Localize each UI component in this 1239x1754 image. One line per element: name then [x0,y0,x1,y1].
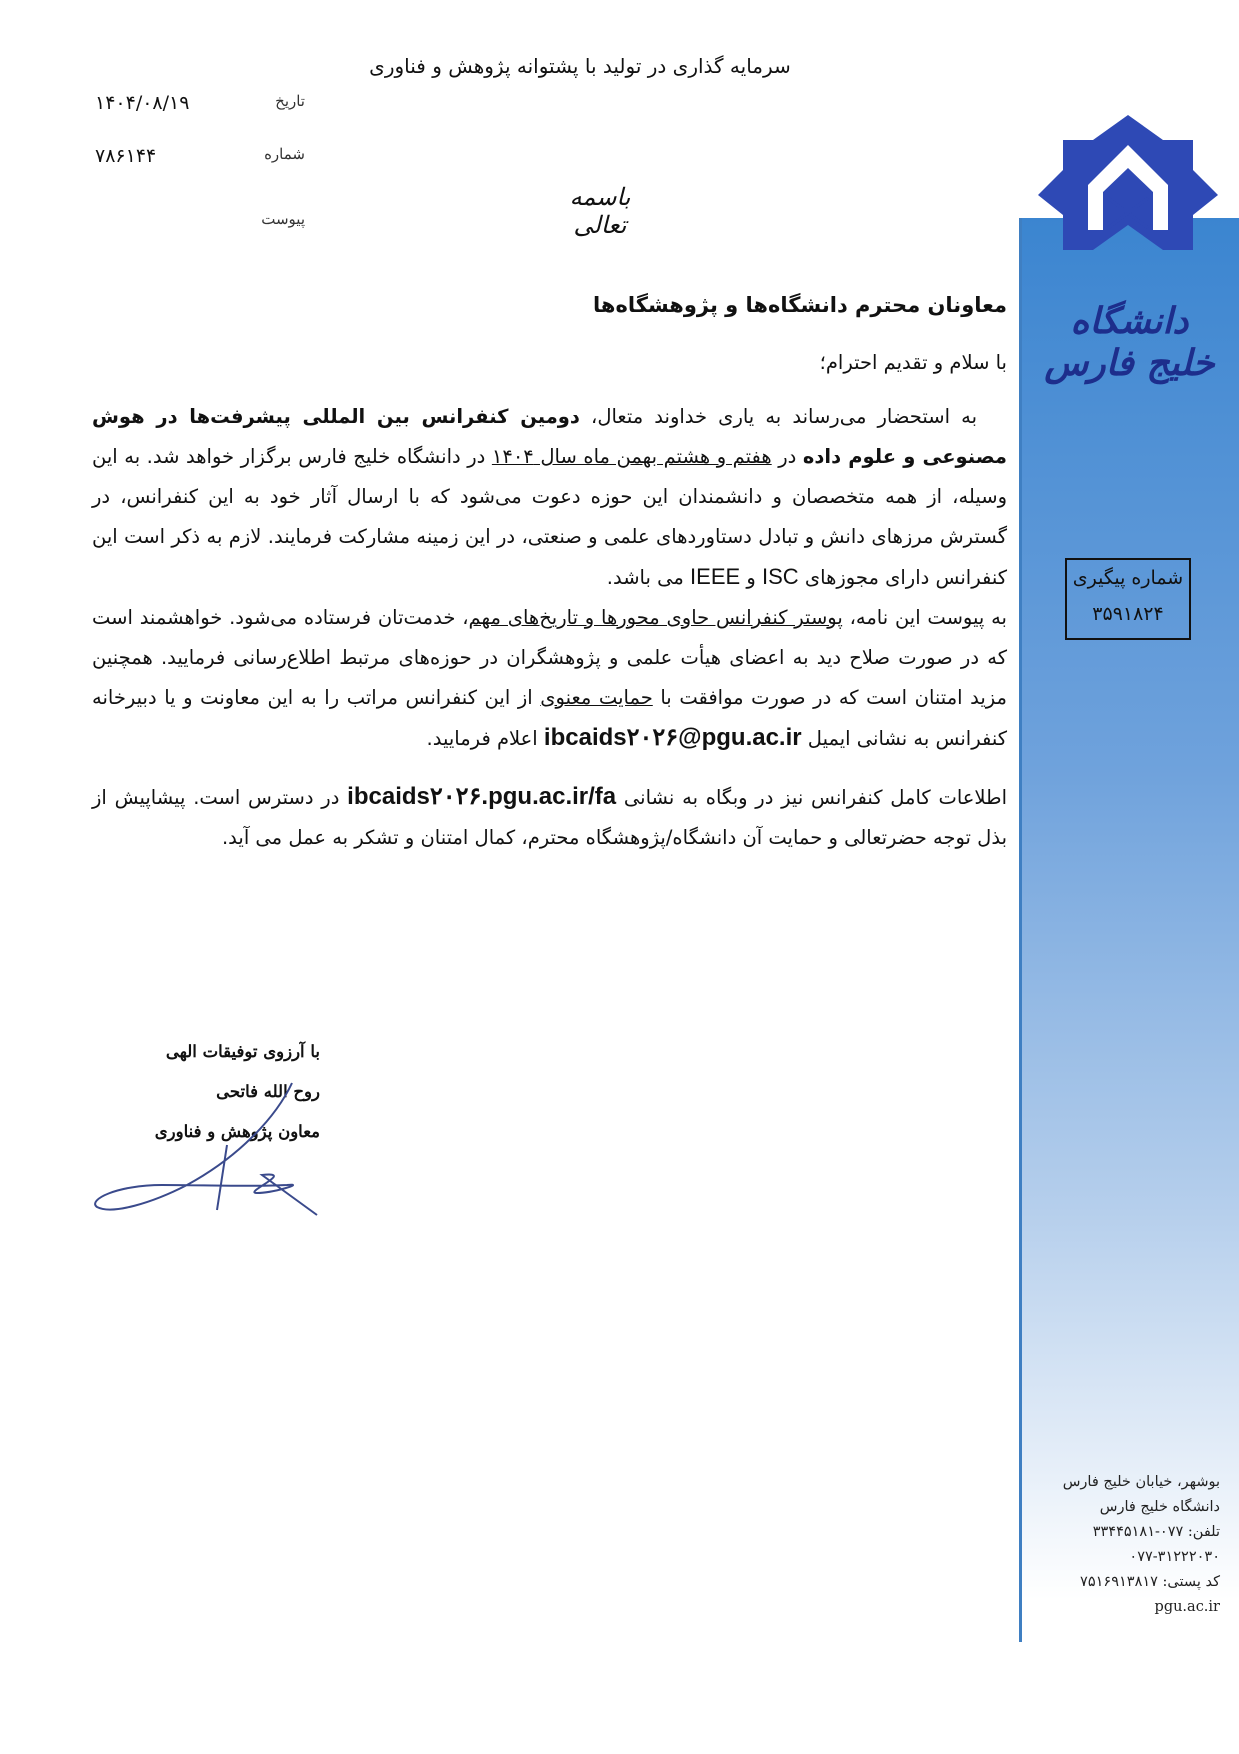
letter-greeting: با سلام و تقدیم احترام؛ [819,351,1007,374]
date-label: تاریخ [275,92,305,110]
poster-reference: پوستر کنفرانس حاوی محورها و تاریخ‌های مهم [468,606,843,629]
address-line: دانشگاه خلیج فارس [1099,1499,1220,1515]
text-run: می باشد. [606,566,691,589]
text-run: اطلاعات کامل کنفرانس نیز در وبگاه به نشانی [616,786,1007,809]
text-run: اعلام فرمایید. [426,727,544,750]
text-run: در دانشگاه خلیج فارس برگزار خواهد شد. به این وسیله، از همه متخصصان و دانشمندان این حوزه دعوت می‌شود که با ارسال آثار خود به این کنفرانس، در گسترش مرزهای دانش و تبادل دستاوردهای علمی و صنعتی، در این زمینه مشارکت فرمایند. لازم به ذکر است این کنفرانس دارای مجوزهای [92,445,1007,589]
university-name-logotype: دانشگاه خلیج فارس [1044,300,1215,384]
attachment-label: پیوست [261,210,305,228]
conference-dates: هفتم و هشتم بهمن ماه سال ۱۴۰۴ [491,445,772,468]
letter-body [92,285,1007,858]
conference-url[interactable]: ibcaids۲۰۲۶.pgu.ac.ir/fa [347,783,617,810]
conference-email[interactable]: ibcaids۲۰۲۶@pgu.ac.ir [543,724,802,751]
text-run: به پیوست این نامه، [842,606,1007,629]
signer-name: روح الله فاتحی [216,1082,320,1101]
text-run: ، خدمت‌تان فرستاده می‌شود. خواهشمند است که در صورت صلاح دید به اعضای هیأت علمی و پژوهشگران در حوزه‌های مرتبط اطلاع‌رسانی فرمایید. همچنین مزید امتنان است که در صورت موافقت با [92,606,1008,709]
letter-salutation: معاونان محترم دانشگاه‌ها و پژوهشگاه‌ها [593,293,1007,317]
address-line: بوشهر، خیابان خلیج فارس [1062,1474,1220,1490]
spiritual-support: حمایت معنوی [540,686,653,709]
address-block [1030,1470,1220,1620]
isc-badge: ISC [762,564,799,589]
tracking-box [1065,558,1191,640]
date-row [95,92,305,122]
number-row [95,145,305,175]
paragraph-website [92,777,1007,858]
text-run: از این کنفرانس مراتب را به این معاونت و یا دبیرخانه کنفرانس به نشانی ایمیل [92,686,1007,750]
phone-line: تلفن: ۰۷۷-۳۳۴۴۵۱۸۱ [1092,1524,1220,1540]
paragraph-attachment [92,598,1007,759]
closing-wish: با آرزوی توفیقات الهی [165,1042,320,1061]
conference-title: دومین کنفرانس بین المللی پیشرفت‌ها در هوش مصنوعی و علوم داده [92,405,1007,468]
besmeh-heading: باسمه تعالی [569,183,631,239]
number-value: ۷۸۶۱۴۴ [95,145,157,167]
ieee-badge: IEEE [690,564,741,589]
date-value: ۱۴۰۴/۰۸/۱۹ [95,92,190,114]
sidebar-divider [1019,218,1022,1642]
attachment-row [95,210,305,240]
text-run: در [771,445,803,468]
text-run: در دسترس است. پیشاپیش از بذل توجه حضرتعالی و حمایت آن دانشگاه/پژوهشگاه محترم، کمال امتنان و تشکر به عمل می آید. [92,786,1007,849]
signer-title: معاون پژوهش و فناوری [154,1122,320,1141]
spacer [92,759,1007,777]
tracking-label: شماره پیگیری [1072,567,1184,589]
phone-line: ۰۷۷-۳۱۲۲۲۰۳۰ [1129,1549,1220,1565]
postal-code-line: کد پستی: ۷۵۱۶۹۱۳۸۱۷ [1080,1574,1220,1590]
tracking-number: ۳۵۹۱۸۲۴ [1092,603,1164,625]
signature-icon [92,1075,322,1225]
number-label: شماره [264,145,305,163]
letterhead-slogan: سرمایه گذاری در تولید با پشتوانه پژوهش و فناوری [369,54,791,78]
sidebar-band [1020,218,1239,1600]
text-run: به استحضار می‌رساند به یاری خداوند متعال، [579,405,977,428]
paragraph-invitation [92,397,1007,598]
university-logo-icon [1028,110,1228,260]
website-link[interactable]: pgu.ac.ir [1154,1599,1220,1615]
text-run: و [740,566,762,589]
